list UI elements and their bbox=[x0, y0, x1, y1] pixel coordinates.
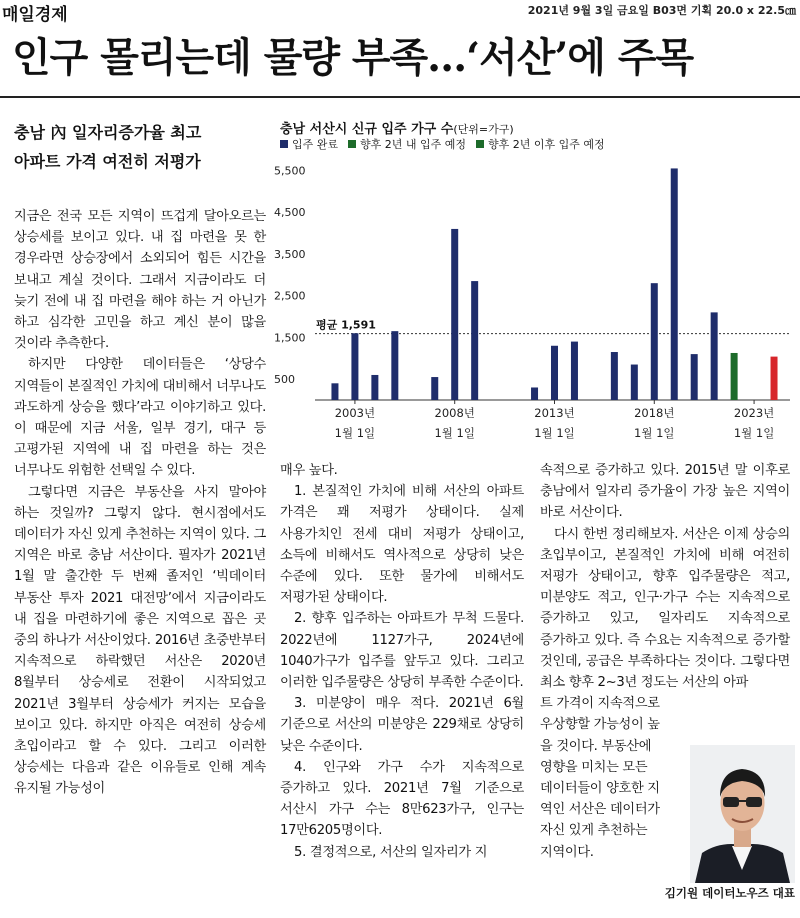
author-portrait-image bbox=[690, 745, 795, 883]
paragraph: 3. 미분양이 매우 적다. 2021년 6월 기준으로 서산의 미분양은 229채로 상당히 낮은 수준이다. bbox=[280, 696, 524, 754]
bar bbox=[671, 168, 678, 400]
headline: 인구 몰리는데 물량 부족…‘서산’에 주목 bbox=[12, 34, 694, 81]
text-line: 영향을 미치는 모든 bbox=[540, 759, 648, 775]
bar bbox=[531, 387, 538, 400]
bar bbox=[351, 333, 358, 400]
legend-swatch bbox=[348, 140, 356, 148]
bar bbox=[771, 357, 778, 400]
x-tick-label: 1월 1일 bbox=[733, 426, 775, 440]
y-tick-label: 5,500 bbox=[274, 164, 306, 178]
x-tick-label: 1월 1일 bbox=[634, 426, 675, 440]
x-tick-label: 1월 1일 bbox=[434, 426, 475, 440]
legend-label: 향후 2년 내 입주 예정 bbox=[360, 138, 467, 151]
masthead-logo: 매일경제 bbox=[2, 5, 68, 25]
author-photo bbox=[690, 745, 795, 883]
bar bbox=[471, 281, 478, 400]
x-tick-label: 2013년 bbox=[534, 406, 575, 420]
legend-swatch bbox=[280, 140, 288, 148]
photo-caption: 김기원 데이터노우즈 대표 bbox=[664, 886, 795, 900]
housing-supply-bar-chart bbox=[270, 150, 796, 446]
paragraph: 1. 본질적인 가치에 비해 서산의 아파트 가격은 꽤 저평가 상태이다. 실제 사용가치인 전세 대비 저평가 상태이고, 소득에 비해서도 역사적으로 상당히 낮은 수준에 있다. 또한 물가에 비해서도 저평가된 상태이다. bbox=[280, 484, 524, 606]
bar bbox=[451, 229, 458, 400]
chart-unit: (단위=가구) bbox=[453, 123, 514, 136]
bar bbox=[611, 352, 618, 400]
x-tick-label: 1월 1일 bbox=[534, 426, 575, 440]
bar bbox=[571, 342, 578, 400]
article-column-1 bbox=[14, 206, 266, 800]
bar bbox=[731, 353, 738, 400]
subhead-line: 충남 內 일자리증가율 최고 bbox=[14, 123, 202, 142]
y-tick-label: 2,500 bbox=[274, 289, 306, 303]
bar bbox=[431, 377, 438, 400]
bar bbox=[331, 383, 338, 400]
bar bbox=[371, 375, 378, 400]
text-line: 데이터들이 양호한 지 bbox=[540, 781, 660, 797]
paragraph-narrow bbox=[540, 693, 690, 863]
paragraph: 지금은 전국 모든 지역이 뜨겁게 달아오르는 상승세를 보이고 있다. 내 집 마련을 못 한 경우라면 상승장에서 소외되어 힘든 시간을 보내고 계실 것이다. 그래서 지금이라도 더 늦기 전에 내 집 마련을 해야 하는 거 아닌가 하고 심각한 고민을 하고 계신 분이 많을 것이라 추측한다. bbox=[14, 209, 266, 352]
bar bbox=[691, 354, 698, 400]
x-tick-label: 1월 1일 bbox=[334, 426, 376, 440]
bar bbox=[551, 346, 558, 400]
text-line: 을 것이다. 부동산에 bbox=[540, 738, 652, 754]
text-line: 역인 서산은 데이터가 bbox=[540, 802, 660, 818]
y-tick-label: 4,500 bbox=[274, 206, 306, 220]
y-tick-label: 500 bbox=[274, 373, 295, 387]
text-line: 자신 있게 추천하는 bbox=[540, 823, 648, 839]
y-tick-label: 3,500 bbox=[274, 247, 306, 261]
subheadline bbox=[14, 118, 264, 176]
subhead-line: 아파트 가격 여전히 저평가 bbox=[14, 152, 201, 171]
text-line: 우상향할 가능성이 높 bbox=[540, 717, 660, 733]
legend-label: 입주 완료 bbox=[292, 138, 339, 151]
bar bbox=[391, 331, 398, 400]
paragraph: 매우 높다. bbox=[280, 463, 338, 478]
paragraph: 속적으로 증가하고 있다. 2015년 말 이후로 충남에서 일자리 증가율이 가장 높은 지역이 바로 서산이다. bbox=[540, 463, 790, 521]
paragraph: 5. 결정적으로, 서산의 일자리가 지 bbox=[294, 844, 488, 860]
text-line: 지역이다. bbox=[540, 844, 594, 860]
paragraph: 하지만 다양한 데이터들은 ‘상당수 지역들이 본질적인 가치에 대비해서 너무나도 과도하게 상승을 했다’라고 이야기하고 있다. 이 때문에 지금 서울, 일부 경기, 대구 등 고평가된 지역에 내 집 마련을 하는 것은 너무나도 위험한 선택일 수 있다. bbox=[14, 357, 266, 479]
text-line: 트 가격이 지속적으로 bbox=[540, 696, 660, 712]
legend-label: 향후 2년 이후 입주 예정 bbox=[488, 138, 605, 151]
chart-title bbox=[280, 118, 514, 137]
x-tick-label: 2003년 bbox=[334, 406, 376, 420]
x-tick-label: 2018년 bbox=[634, 406, 675, 420]
chart-title-text: 충남 서산시 신규 입주 가구 수 bbox=[280, 122, 454, 137]
publication-info: 2021년 9월 3일 금요일 B03면 기획 20.0 x 22.5㎝ bbox=[527, 4, 796, 17]
paragraph: 4. 인구와 가구 수가 지속적으로 증가하고 있다. 2021년 7월 기준으로 서산시 가구 수는 8만623가구, 인구는 17만6205명이다. bbox=[280, 759, 524, 839]
paragraph: 다시 한번 정리해보자. 서산은 이제 상승의 초입부이고, 본질적인 가치에 비해 여전히 저평가 상태이고, 향후 입주물량은 적고, 미분양도 적고, 인구·가구 수는 지속적으로 증가하고 있고, 일자리도 지속적으로 증가하고 있다. 즉 수요는 지속적으로 증가할 것인데, 공급은 부족하다는 것이다. 그렇다면 최소 향후 2~3년 정도는 서산의 아파 bbox=[540, 526, 790, 691]
legend-swatch bbox=[476, 140, 484, 148]
bar bbox=[631, 365, 638, 400]
headline-divider bbox=[0, 96, 800, 98]
y-tick-label: 1,500 bbox=[274, 331, 306, 345]
paragraph: 그렇다면 지금은 부동산을 사지 말아야 하는 것일까? 그렇지 않다. 현시점에서도 데이터가 자신 있게 추천하는 지역이 있다. 그 지역은 바로 충남 서산이다. 필자가 2021년 1월 말 출간한 두 번째 졸저인 ‘빅데이터 부동산 투자 2021 대전망’에서 지금이라도 내 집을 마련하기에 좋은 지역으로 꼽은 곳 중의 하나가 서산이었다. 2016년 초중반부터 지속적으로 하락했던 서산은 2020년 8월부터 상승세로 전환이 시작되었고 2021년 3월부터 상승세가 커지는 모습을 보이고 있다. 하지만 아직은 여전히 상승세 초입이라고 할 수 있다. 그리고 이러한 상승세는 다음과 같은 이유들로 인해 계속 유지될 가능성이 bbox=[14, 484, 266, 797]
article-column-2 bbox=[280, 460, 524, 863]
bar bbox=[711, 312, 718, 400]
x-tick-label: 2023년 bbox=[733, 406, 775, 420]
average-label: 평균 1,591 bbox=[316, 318, 376, 332]
x-tick-label: 2008년 bbox=[434, 406, 475, 420]
bar bbox=[651, 283, 658, 400]
paragraph: 2. 향후 입주하는 아파트가 무척 드물다. 2022년에 1127가구, 2024년에 1040가구가 입주를 앞두고 있다. 그리고 이러한 입주물량은 상당히 부족한 수준이다. bbox=[280, 611, 524, 691]
